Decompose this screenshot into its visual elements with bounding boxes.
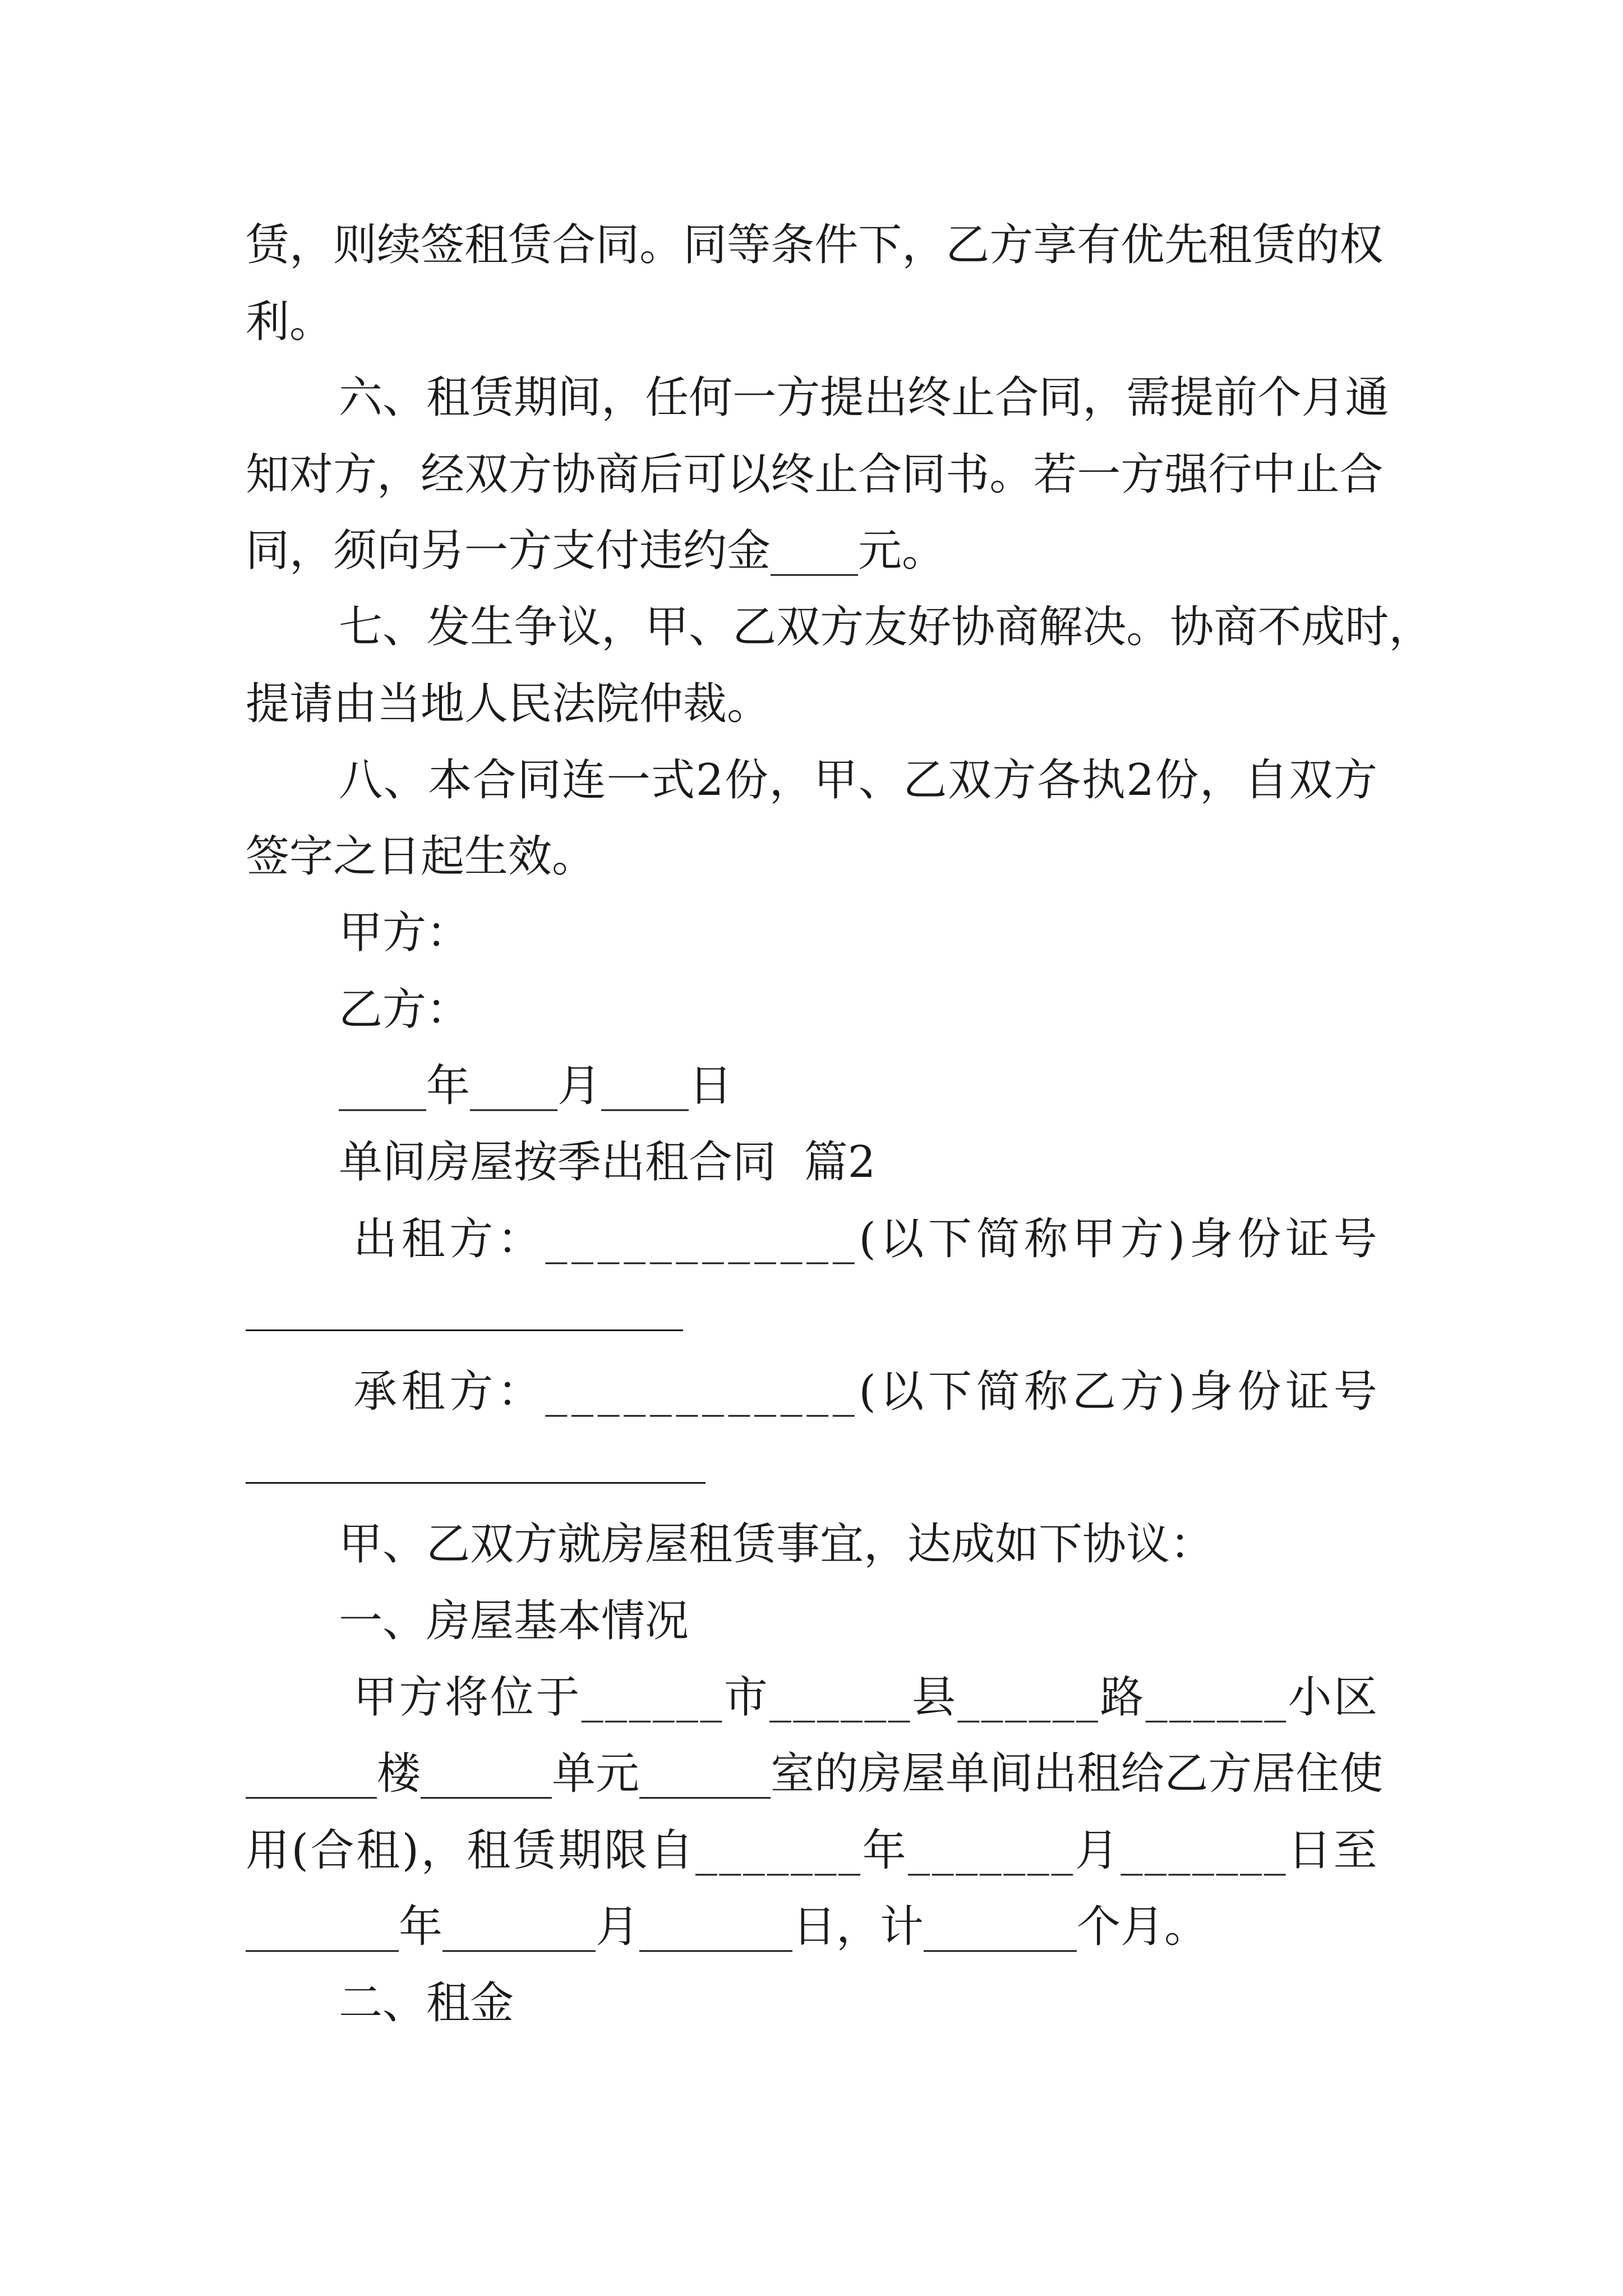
clause-8-line-1: 八 、 本 合 同 连 一 式 2 份 ， 甲 、 乙 双 方 各 执 2 份 ， 自 双 方 [339,755,1377,806]
clause-7-line-2: 提请由当地人民法院仲裁。 [246,679,771,729]
house-location-line-1: 甲 方 将 位 于 _ _ _ _ _ _ 市 _ _ _ _ _ _ 县 _ _ _ _ _ _ 路 _ _ _ _ _ _ 小 区 [353,1672,1377,1723]
clause-8-line-2: 签字之日起生效。 [246,831,596,882]
party-b-label: 乙方： [339,984,471,1035]
lease-term-line-1: 用 ( 合 租 ) ， 租 赁 期 限 自 _ _ _ _ _ _ _ 年 _ _ _ _ _ _ _ 月 _ _ _ _ _ _ _ 日 至 [246,1825,1377,1876]
clause-7-line-1: 七 、 发 生 争 议 ， 甲 、 乙 双 方 友 好 协 商 解 决 。 协 商 不 成 时 ， [339,602,1433,652]
agreement-intro: 甲、乙双方就房屋租赁事宜，达成如下协议： [339,1519,1214,1570]
party-a-label: 甲方： [339,908,471,958]
body-line-1: 赁 ， 则 续 签 租 赁 合 同 。 同 等 条 件 下 ， 乙 方 享 有 优 先 租 赁 的 权 [246,220,1384,270]
heading-rent: 二、租金 [339,1978,514,2028]
lessor-line: 出 租 方 ： _ _ _ _ _ _ _ _ _ _ _ _ ( 以 下 简 称 甲 方 ) 身 份 证 号 [353,1214,1377,1264]
body-line-2: 利。 [246,297,334,347]
signing-date-line: ____年____月____日 [339,1061,733,1111]
lessor-id-underline [246,1329,683,1331]
clause-6-line-1: 六 、 租 赁 期 间 ， 任 何 一 方 提 出 终 止 合 同 ， 需 提 前 个 月 通 [339,372,1389,423]
lessee-line: 承 租 方 ： _ _ _ _ _ _ _ _ _ _ _ _ ( 以 下 简 称 乙 方 ) 身 份 证 号 [353,1366,1377,1417]
section-title: 单间房屋按季出租合同 篇2 [339,1137,876,1188]
clause-6-line-2: 知 对 方 ， 经 双 方 协 商 后 可 以 终 止 合 同 书 。 若 一 方 强 行 中 止 合 [246,449,1384,500]
lessee-id-underline [246,1482,706,1484]
lease-term-line-2: _______年_______月_______日，计_______个月。 [246,1902,1209,1952]
house-location-line-2: _ _ _ _ _ _ 楼 _ _ _ _ _ _ 单 元 _ _ _ _ _ _ 室 的 房 屋 单 间 出 租 给 乙 方 居 住 使 [246,1749,1384,1799]
heading-house-info: 一、房屋基本情况 [339,1596,689,1646]
clause-6-line-3: 同，须向另一方支付违约金____元。 [246,526,946,576]
